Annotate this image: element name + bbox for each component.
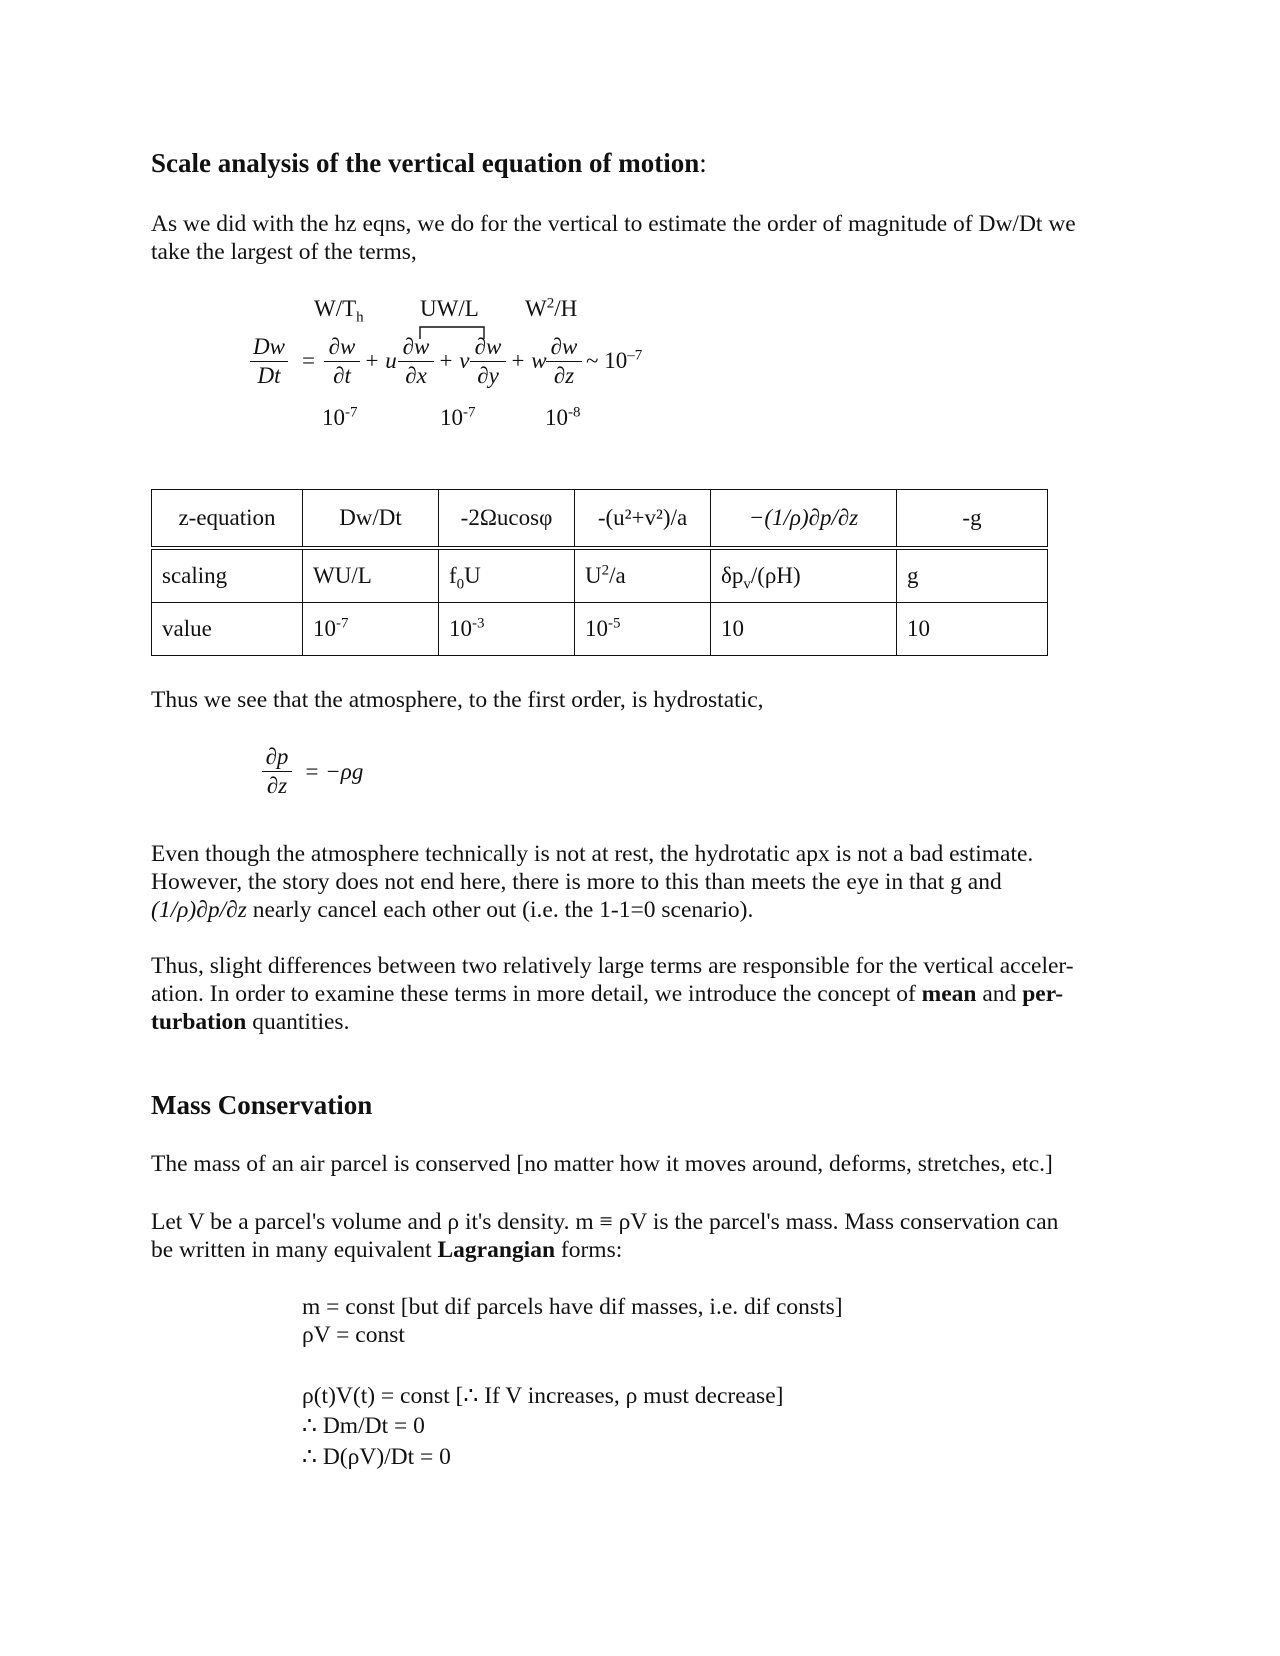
magnitude-horizontal: $10^{-7}$ xyxy=(440,404,476,430)
header-cell: Dw/Dt xyxy=(303,490,439,549)
row-label: scaling xyxy=(152,548,303,603)
para2-line-3: (1/ρ)∂p/∂z nearly cancel each other out (i.e. the 1-1=0 scenario). xyxy=(151,897,754,923)
plus-w: + w xyxy=(510,348,547,373)
plus-u: + u xyxy=(364,348,397,373)
header-cell: z-equation xyxy=(152,490,303,549)
section-title-mass-conservation: Mass Conservation xyxy=(151,1090,373,1120)
table-cell: $10^{-3}$ xyxy=(439,603,575,656)
header-cell: -g xyxy=(897,490,1048,549)
para3-line-3: turbation quantities. xyxy=(151,1009,350,1035)
para2-line-1: Even though the atmosphere technically is not at rest, the hydrotatic apx is not a bad estimate. xyxy=(151,841,1034,867)
table-cell: g xyxy=(897,548,1048,603)
scale-label-w2-h: $W^2/H$ xyxy=(525,295,578,321)
dp-dz-fraction: ∂p ∂z xyxy=(262,744,292,799)
term-dw-dt: ∂w ∂t xyxy=(324,334,360,389)
para3-line-1: Thus, slight differences between two relatively large terms are responsible for the vertical acceler- xyxy=(151,953,1074,979)
intro-line-1: As we did with the hz eqns, we do for the vertical to estimate the order of magnitude of Dw/Dt we xyxy=(151,211,1076,237)
table-row-scaling xyxy=(152,548,1048,603)
table-row-value xyxy=(152,603,1048,656)
table-cell: 10 xyxy=(897,603,1048,656)
mass-para-2-line-2: be written in many equivalent Lagrangian forms: xyxy=(151,1237,623,1263)
header-cell: −(1/ρ)∂p/∂z xyxy=(711,490,897,549)
intro-line-2: take the largest of the terms, xyxy=(151,239,417,265)
lagrangian-form-2: ρV = const xyxy=(302,1322,405,1348)
lagrangian-form-3: ρ(t)V(t) = const [∴ If V increases, ρ must decrease] xyxy=(302,1383,784,1409)
table-header-row xyxy=(152,490,1048,549)
table-cell: $10^{-7}$ xyxy=(303,603,439,656)
para2-line-2: However, the story does not end here, there is more to this than meets the eye in that g and xyxy=(151,869,1002,895)
scale-label-w-th: $W/T_h$ xyxy=(314,296,364,326)
table-cell: 10 xyxy=(711,603,897,656)
lhs-dw-dt: Dw Dt xyxy=(250,334,288,389)
header-cell: -(u²+v²)/a xyxy=(575,490,711,549)
table-cell: $f_0U$ xyxy=(439,548,575,603)
table-cell: $10^{-5}$ xyxy=(575,603,711,656)
term-dw-dy: ∂w ∂y xyxy=(470,334,506,389)
z-equation-table xyxy=(151,489,1048,656)
magnitude-vertical: $10^{-8}$ xyxy=(545,404,581,430)
para3-line-2: ation. In order to examine these terms in more detail, we introduce the concept of mean and per- xyxy=(151,981,1064,1007)
mass-para-1: The mass of an air parcel is conserved [no matter how it moves around, deforms, stretches, etc.] xyxy=(151,1151,1053,1177)
scale-label-uw-l: UW/L xyxy=(420,296,479,321)
lagrangian-form-5: ∴ D(ρV)/Dt = 0 xyxy=(302,1444,451,1470)
magnitude-local: $10^{-7}$ xyxy=(322,404,358,430)
term-dw-dx: ∂w ∂x xyxy=(398,334,434,389)
table-cell: $\delta p_v/(\rho H)$ xyxy=(711,548,897,603)
table-cell: WU/L xyxy=(303,548,439,603)
table-cell: $U^2/a$ xyxy=(575,548,711,603)
hydrostatic-rhs: = −ρg xyxy=(304,759,364,784)
equals-sign: = xyxy=(302,348,315,373)
approx-magnitude: ~ $10^{-7}$ xyxy=(586,347,643,373)
lagrangian-form-4: ∴ Dm/Dt = 0 xyxy=(302,1413,425,1439)
row-label: value xyxy=(152,603,303,656)
mass-para-2-line-1: Let V be a parcel's volume and ρ it's density. m ≡ ρV is the parcel's mass. Mass conservation can xyxy=(151,1209,1059,1235)
hydrostatic-intro: Thus we see that the atmosphere, to the first order, is hydrostatic, xyxy=(151,687,764,713)
term-dw-dz: ∂w ∂z xyxy=(546,334,582,389)
plus-v: + v xyxy=(438,348,470,373)
lagrangian-form-1: m = const [but dif parcels have dif masses, i.e. dif consts] xyxy=(302,1294,843,1320)
section-title-vertical: Scale analysis of the vertical equation of motion: xyxy=(151,148,707,178)
header-cell: -2Ωucosφ xyxy=(439,490,575,549)
